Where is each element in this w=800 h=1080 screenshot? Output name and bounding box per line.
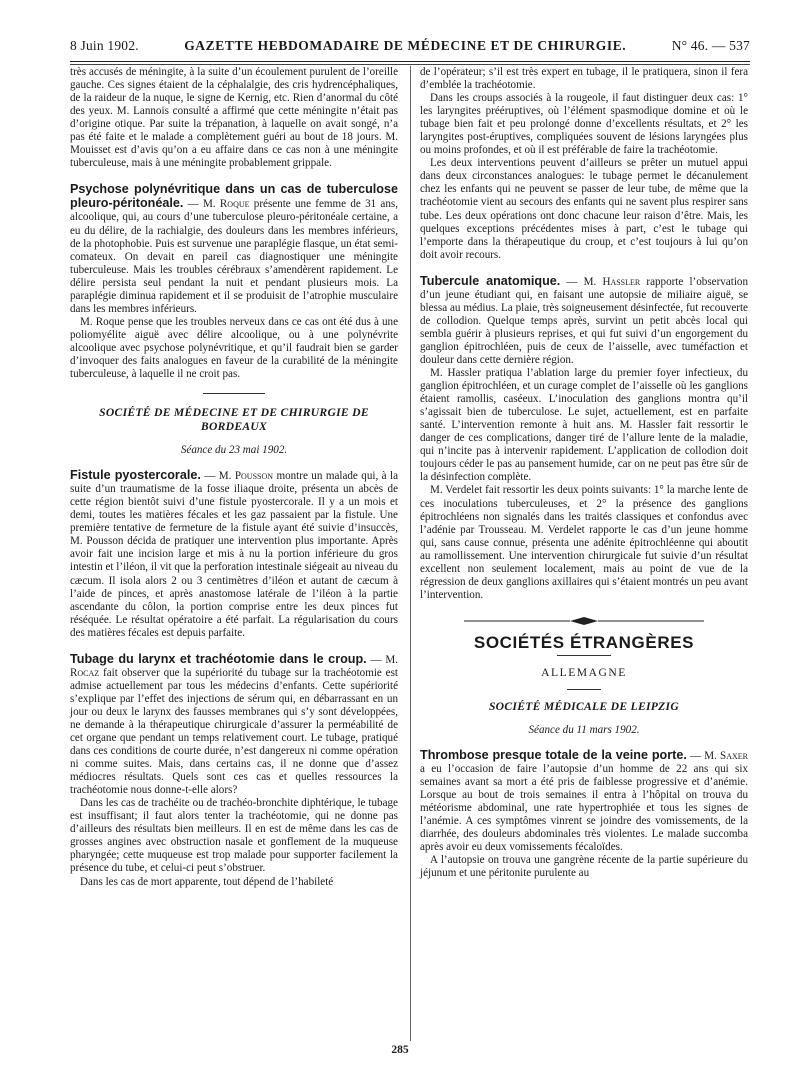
tubercule-article: Tubercule anatomique. — M. Hassler rapporte l’observation d’un jeune étudiant qui, en faisant une autopsie de miliaire aiguë, se blessa au médius. La plaie, très soigneusement désinfectée, fut recouverte de collodion. Quelque temps après, survint un petit abcès local qui sembla guérir à plusieurs reprises, et qui fut suivi d’un engorgement du ganglion épitrochléen, puis de ceux de l’aisselle, avec tuméfaction et douleur dans cette dernière région. bbox=[420, 273, 748, 366]
author-rocaz: Rocaz bbox=[70, 666, 100, 679]
tubage-paragraph-2: Dans les cas de trachéite ou de trachéo-bronchite diphtérique, le tubage est insuffisant; il faut alors tenter la trachéotomie, qui ne donne pas d’ailleurs des résultats bien meilleurs. Il en est de même dans les cas de grosses angines avec obstruction nasale et gonflement de la muqueuse pharyngée; cette muqueuse est trop malade pour supporter facilement la présence du tube, et celui-ci peut s’obstruer. bbox=[70, 797, 398, 875]
interventions-paragraph: Les deux interventions peuvent d’ailleurs se prêter un mutuel appui dans deux circonstances analogues: le tubage permet le décanulement chez les enfants qui ne peuvent se passer de leur tube, de même que la trachéotomie vient au secours des enfants qui ne savent plus respirer sans tube. Les deux opérations ont donc chacune leur raison d’être. Mais, les quelques exceptions précédentes mises à part, c’est le tubage qui l’emporte dans la thérapeutique du croup, et c’est toujours à lui qu’on doit avoir recours. bbox=[420, 157, 748, 261]
seance-date-leipzig: Séance du 11 mars 1902. bbox=[528, 723, 640, 736]
thrombose-title: Thrombose presque totale de la veine porte. bbox=[420, 748, 687, 763]
rougeole-paragraph: Dans les croups associés à la rougeole, il faut distinguer deux cas: 1° les laryngites prééruptives, où l’élément spasmodique domine et où le tubage bien fait et peu prolongé donne d’excellents résultats, et 2° les laryngites post-éruptives, compliquées souvent de lésions laryngées plus ou moins profondes, et où il est préférable de faire la trachéotomie. bbox=[420, 92, 748, 157]
society-leipzig-title: SOCIÉTÉ MÉDICALE DE LEIPZIG bbox=[488, 699, 680, 713]
psychose-title: Psychose polynévritique dans un cas de tuberculose pleuro-péritonéale. bbox=[70, 182, 398, 211]
author-saxer: Saxer bbox=[720, 750, 748, 763]
country-heading: ALLEMAGNE bbox=[541, 665, 627, 679]
seance-date-bordeaux: Séance du 23 mai 1902. bbox=[180, 444, 288, 457]
issue-number: N° 46. — 537 bbox=[671, 38, 750, 53]
header-date: 8 Juin 1902. bbox=[70, 38, 139, 53]
hassler-paragraph-2: M. Hassler pratiqua l’ablation large du premier foyer infectieux, du ganglion épitrochléen, et un curage complet de l’aisselle où les ganglions étaient ramollis, caséeux. L’inoculation des ganglions montra qu’il s’agissait bien de tuberculose. Le sujet, actuellement, est en parfaite santé. L’intervention remonte à huit ans. M. Hassler fait ressortir le danger de ces complications, danger tiré de l’allure lente de la maladie, qui n’incite pas à intervenir rapidement. L’application de collodion doit toujours céder le pas au pansement humide, car on ne peut pas être sûr de la désinfection complète. bbox=[420, 367, 748, 484]
header-rule-thin bbox=[70, 64, 750, 65]
verdelet-paragraph: M. Verdelet fait ressortir les deux points suivants: 1° la marche lente de ces inoculations tuberculeuses, et 2° la présence des ganglions épitrochléens non signalés dans les traités classiques et confondus avec l’adénie par Trousseau. M. Verdelet rapporte le cas d’un jeune homme qui, sans cause connue, présenta une adénite épitrochléenne qui aboutit au ramollissement. Une intervention chirurgicale fut suivie d’un résultat excellent non seulement localement, mais au point de vue de la régression de deux ganglions axillaires qui s’étaient montrés un peu avant l’intervention. bbox=[420, 484, 748, 601]
psychose-article: Psychose polynévritique dans un cas de tuberculose pleuro-péritonéale. — M. Roque présente une femme de 31 ans, alcoolique, qui, au cours d’une tuberculose pleuro-péritonéale certaine, a eu du délire, de la rachialgie, des douleurs dans les membres inférieurs, de la photophobie. Puis est survenue une paraplégie flasque, un état semi-comateux. On devait en pareil cas diagnostiquer une méningite tuberculeuse. Mais les troubles cérébraux s’amendèrent rapidement. Le délire persista seul pendant la nuit et pendant plusieurs mois. La paraplégie diminua rapidement et il se produisit de l’atrophie musculaire dans les membres inférieurs. bbox=[70, 182, 398, 315]
country-rule bbox=[567, 689, 601, 690]
meningite-paragraph: très accusés de méningite, à la suite d’un écoulement purulent de l’oreille gauche. Ces signes étaient de la céphalalgie, des cris hydrencéphaliques, de la raideur de la nuque, le signe de Kernig, etc. Rien d’anormal du côté des yeux. M. Lannois consulté a affirmé que cette méningite n’était pas d’origine otique. Par suite la trépanation, à laquelle on avait songé, n’a pas été faite et le malade a complètement guéri au bout de 18 jours. M. Mouisset est d’avis qu’on a eu affaire dans ce cas non à une méningite tuberculeuse, mais à une méningite probablement grippale. bbox=[70, 66, 398, 170]
tubercule-title: Tubercule anatomique. bbox=[420, 273, 561, 288]
running-header bbox=[70, 38, 750, 58]
journal-title: GAZETTE HEBDOMADAIRE DE MÉDECINE ET DE CHIRURGIE. bbox=[184, 38, 627, 53]
left-column bbox=[70, 66, 398, 889]
header-rule bbox=[70, 61, 750, 62]
tubage-paragraph-3: Dans les cas de mort apparente, tout dépend de l’habileté bbox=[80, 875, 334, 888]
fistule-article: Fistule pyostercorale. — M. Pousson montre un malade qui, à la suite d’un traumatisme de la fosse iliaque droite, présenta un abcès de cette région bientôt suivi d’une fistule pyostercorale. Il y a un mois et demi, toutes les matières fécales et les gaz passaient par la fistule. Une première tentative de fermeture de la fistule ayant été suivie d’insuccès, M. Pousson décida de pratiquer une intervention plus importante. Après avoir fait une incision large et mis à nu la portion inférieure du gros intestin et l’iléon, il vit que la perforation intestinale siégeait au niveau du cæcum. Il isola alors 2 ou 3 centimètres d’iléon et autant de cæcum à l’aide de pinces, et après anastomose latérale de l’iléon à la partie ascendante du côlon, la portion comprise entre les deux pinces fut réséquée. Le résultat opératoire a été parfait. La régularisation du cours des matières fécales est depuis parfaite. bbox=[70, 468, 398, 639]
page-folio: 285 bbox=[391, 1044, 409, 1056]
author-hassler: Hassler bbox=[602, 275, 641, 288]
author-roque: Roque bbox=[219, 198, 250, 211]
section-rule bbox=[203, 393, 265, 394]
foreign-rule bbox=[557, 655, 611, 656]
fistule-title: Fistule pyostercorale. bbox=[70, 468, 201, 483]
thrombose-article: Thrombose presque totale de la veine porte. — M. Saxer a eu l’occasion de faire l’autopsie d’un homme de 22 ans qui six semaines avant sa mort a été pris de faiblesse progressive et d’anémie. Lorsque au bout de trois semaines il entra à l’hôpital on trouva du météorisme abdominal, une rate hypertrophiée et tous les signes de l’anémie. A ces symptômes vinrent se joindre des vomissements, de la diarrhée, des douleurs abdominales très violentes. Le malade succomba après avoir eu deux vomissements fécaloïdes. bbox=[420, 748, 748, 854]
author-pousson: Pousson bbox=[234, 470, 274, 483]
right-column bbox=[420, 66, 748, 880]
tubage-continuation: de l’opérateur; s’il est très expert en tubage, il le pratiquera, sinon il fera d’emblée la trachéotomie. bbox=[420, 66, 748, 92]
column-divider bbox=[410, 66, 411, 1041]
tubage-article: Tubage du larynx et trachéotomie dans le croup. — M. Rocaz fait observer que la supériorité du tubage sur la trachéotomie est admise actuellement par tous les médecins d’enfants. Cette supériorité s’explique par l’effet des injections de sérum qui, en débarrassant en un jour ou deux le larynx des fausses membranes qui s’y sont développées, ne demande à la thérapeutique chirurgicale d’assurer la perméabilité de cet organe que pendant un temps relativement court. Le tubage, pratiqué dans ces conditions de courte durée, n’est dangereux ni comme opération ni comme suites. Mais, dans certains cas, il ne donne que d’assez médiocres résultats. Quels sont ces cas et quelles ressources la trachéotomie nous donne-t-elle alors? bbox=[70, 651, 399, 797]
autopsie-paragraph: A l’autopsie on trouva une gangrène récente de la partie supérieure du jéjunum et une péritonite purulente au bbox=[420, 854, 748, 880]
diamond-ornament-icon bbox=[464, 616, 704, 626]
ornament-rule bbox=[420, 616, 748, 626]
society-bordeaux-title: SOCIÉTÉ DE MÉDECINE ET DE CHIRURGIE DE BORDEAUX bbox=[99, 406, 369, 434]
tubage-title: Tubage du larynx et trachéotomie dans le croup. bbox=[70, 651, 367, 666]
foreign-societies-title: SOCIÉTÉS ÉTRANGÈRES bbox=[473, 632, 695, 652]
psychose-paragraph-2: M. Roque pense que les troubles nerveux dans ce cas ont été dus à une poliomyélite aiguë avec délire alcoolique, ou à une polynévrite alcoolique avec psychose polynévritique, et qu’il faudrait bien se garder d’invoquer des faits analogues en faveur de la curabilité de la méningite tuberculeuse, à laquelle il ne croit pas. bbox=[70, 315, 398, 381]
